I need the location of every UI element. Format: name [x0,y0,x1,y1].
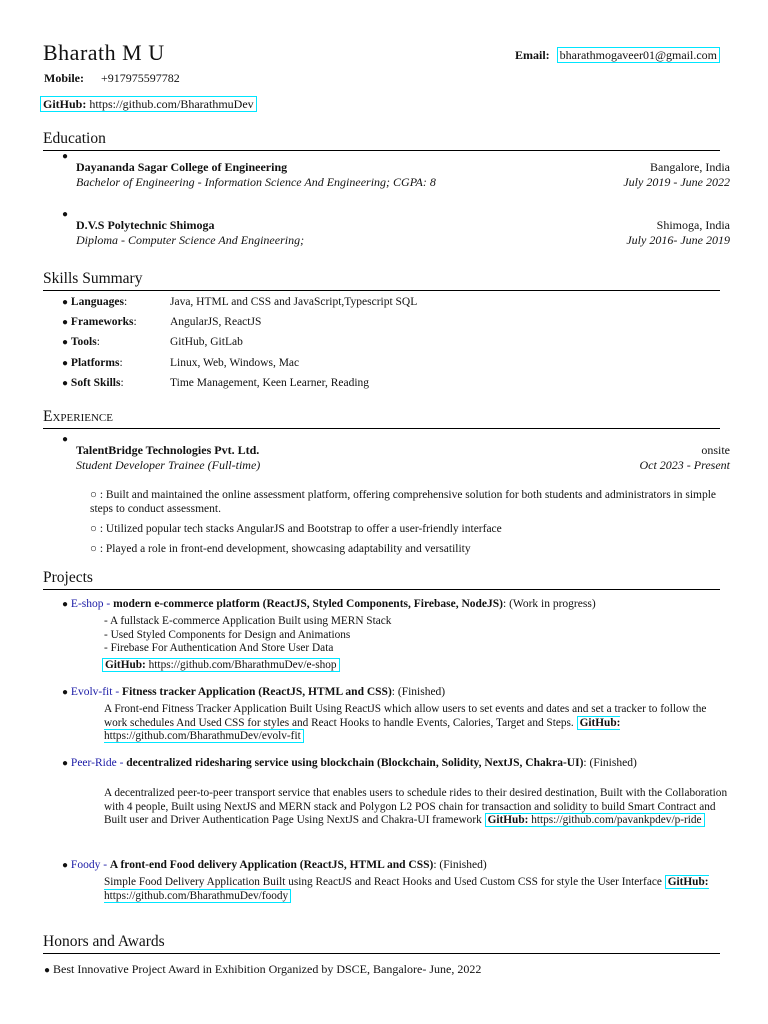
skill-item: ● Platforms: Linux, Web, Windows, Mac [62,357,300,369]
bullet: ● [62,151,69,162]
exp-point: ○ : Played a role in front-end development, showcasing adaptability and versatility [90,543,471,555]
project-body [104,703,730,744]
edu-location: Bangalore, India [650,160,730,174]
exp-line1 [76,443,730,458]
skill-label: Frameworks [70,316,134,328]
skill-value: Time Management, Keen Learner, Reading [170,377,370,389]
edu-item-2-line1 [76,218,730,233]
section-title-projects: Projects [43,569,93,586]
project-body-text: Simple Food Delivery Application Built using ReactJS and React Hooks and Used Custom CSS for style the User Interface [104,876,662,888]
section-rule [43,150,720,151]
section-title-honors: Honors and Awards [43,933,165,950]
exp-point-text: Utilized popular tech stacks AngularJS and Bootstrap to offer a user-friendly interface [105,523,502,535]
bullet: ● [62,358,69,369]
bullet: ● [62,434,69,445]
section-title-education: Education [43,130,106,147]
edu-dates: July 2016- June 2019 [626,233,730,247]
edu-item-1-line1 [76,160,730,175]
project-name[interactable]: E-shop [70,598,104,610]
project-status: (Finished) [397,686,446,698]
project-body [104,876,730,903]
bullet: ● [62,758,69,769]
project-line: - Used Styled Components for Design and Animations [104,629,351,641]
skill-value: AngularJS, ReactJS [170,316,262,328]
github-label: GitHub: [487,814,529,826]
section-title-skills: Skills Summary [43,270,143,287]
mobile-label: Mobile: [44,71,84,85]
edu-degree: Bachelor of Engineering - Information Science And Engineering; CGPA: 8 [76,175,436,189]
section-rule [43,428,720,429]
email-label: Email: [514,48,550,62]
skill-item: ● Tools: GitHub, GitLab [62,336,243,348]
mobile-number: +917975597782 [101,71,180,85]
honor-item [44,962,481,977]
section-rule [43,953,720,954]
bullet: ● [62,209,69,220]
skill-item: ● Languages: Java, HTML and CSS and JavaScript,Typescript SQL [62,296,418,308]
exp-point: ○ : Utilized popular tech stacks AngularJS and Bootstrap to offer a user-friendly interface [90,523,502,535]
edu-school: Dayananda Sagar College of Engineering [76,160,288,174]
project-heading: ● Evolv-fit - Fitness tracker Application (ReactJS, HTML and CSS): (Finished) [62,686,446,698]
email-row [515,48,720,63]
skill-label: Platforms [70,357,120,369]
project-heading: ● E-shop - modern e-commerce platform (ReactJS, Styled Components, Firebase, NodeJS): (Work in progress) [62,598,596,610]
project-desc: decentralized ridesharing service using blockchain (Blockchain, Solidity, NextJS, Chakra-UI) [126,757,584,769]
github-label: GitHub: [43,97,87,111]
bullet: ● [62,337,69,348]
bullet: ● [44,965,51,976]
edu-school: D.V.S Polytechnic Shimoga [76,218,215,232]
exp-point-text: Built and maintained the online assessment platform, offering comprehensive solution for both students and administrators in simple steps to conduct assessment. [90,489,717,515]
project-heading: ● Peer-Ride - decentralized ridesharing service using blockchain (Blockchain, Solidity, NextJS, Chakra-UI): (Finished) [62,757,637,769]
edu-dates: July 2019 - June 2022 [623,175,730,189]
skill-item: ● Soft Skills: Time Management, Keen Learner, Reading [62,377,370,389]
project-status: (Finished) [439,859,487,871]
project-desc: modern e-commerce platform (ReactJS, Styled Components, Firebase, NodeJS) [113,598,503,610]
skill-value: Linux, Web, Windows, Mac [170,357,300,369]
bullet: ● [62,599,69,610]
exp-company: TalentBridge Technologies Pvt. Ltd. [76,443,260,457]
project-github-link[interactable]: https://github.com/BharathmuDev/e-shop [148,659,337,671]
github-link[interactable]: https://github.com/BharathmuDev [89,97,254,111]
email-link[interactable]: bharathmogaveer01@gmail.com [557,47,720,63]
project-body-text: A Front-end Fitness Tracker Application Built Using ReactJS which allow users to set events and dates and set a tracker to follow the work schedules And Used CSS for styles and React Hooks to handle Events, Calories, Target and Steps. [104,703,707,729]
skill-label: Soft Skills [70,377,121,389]
exp-point-text: Played a role in front-end development, showcasing adaptability and versatility [105,543,471,555]
honor-text: Best Innovative Project Award in Exhibition Organized by DSCE, Bangalore- June, 2022 [53,962,482,976]
bullet: ● [62,860,69,871]
github-label: GitHub: [579,716,621,729]
exp-location: onsite [701,443,730,457]
bullet: ● [62,317,69,328]
section-rule [43,589,720,590]
exp-role: Student Developer Trainee (Full-time) [76,458,261,472]
project-github[interactable] [485,813,705,827]
project-name[interactable]: Evolv-fit [70,686,113,698]
section-rule [43,290,720,291]
edu-location: Shimoga, India [656,218,730,232]
skill-value: GitHub, GitLab [170,336,243,348]
project-status: (Work in progress) [509,598,596,610]
project-github[interactable] [102,659,340,673]
github-row[interactable] [40,97,257,112]
edu-degree: Diploma - Computer Science And Engineering; [76,233,305,247]
project-body-text: A decentralized peer-to-peer transport service that enables users to schedule rides to their desired destination, Built with the Collaboration with 4 people, Built using NextJS and MERN stack and Polygon L2 POS chain for transaction and solidity to build Smart Contract and Built user and Driver Authentication Page Using NextJS and Chakra-UI framework [104,787,728,826]
exp-dates: Oct 2023 - Present [639,458,730,472]
project-github-link[interactable]: https://github.com/BharathmuDev/foody [104,889,289,902]
project-desc: Fitness tracker Application (ReactJS, HTML and CSS) [122,686,392,698]
project-github-link[interactable]: https://github.com/pavankpdev/p-ride [531,814,702,826]
candidate-name: Bharath M U [43,40,165,65]
github-label: GitHub: [105,659,146,671]
bullet: ● [62,297,69,308]
project-name[interactable]: Foody [70,859,101,871]
project-heading: ● Foody - A front-end Food delivery Application (ReactJS, HTML and CSS): (Finished) [62,859,487,871]
exp-point: ○ : Built and maintained the online assessment platform, offering comprehensive solution for both students and administrators in simple steps to conduct assessment. [90,489,717,515]
skill-label: Tools [70,336,97,348]
bullet: ● [62,378,69,389]
project-github-link[interactable]: https://github.com/BharathmuDev/evolv-fit [104,730,301,742]
edu-item-2-line2 [76,233,730,248]
project-line: - A fullstack E-commerce Application Built using MERN Stack [104,615,392,627]
skill-label: Languages [70,296,124,308]
section-title-experience: Experience [43,408,113,425]
bullet: ● [62,687,69,698]
github-label: GitHub: [667,876,709,888]
project-line: - Firebase For Authentication And Store User Data [104,642,334,654]
skill-item: ● Frameworks: AngularJS, ReactJS [62,316,262,328]
project-name[interactable]: Peer-Ride [70,757,117,769]
mobile-row [44,71,180,86]
edu-item-1-line2 [76,175,730,190]
exp-line2 [76,458,730,473]
skill-value: Java, HTML and CSS and JavaScript,Typescript SQL [170,296,418,308]
project-status: (Finished) [589,757,637,769]
project-desc: A front-end Food delivery Application (ReactJS, HTML and CSS) [109,859,434,871]
project-body [104,787,730,828]
